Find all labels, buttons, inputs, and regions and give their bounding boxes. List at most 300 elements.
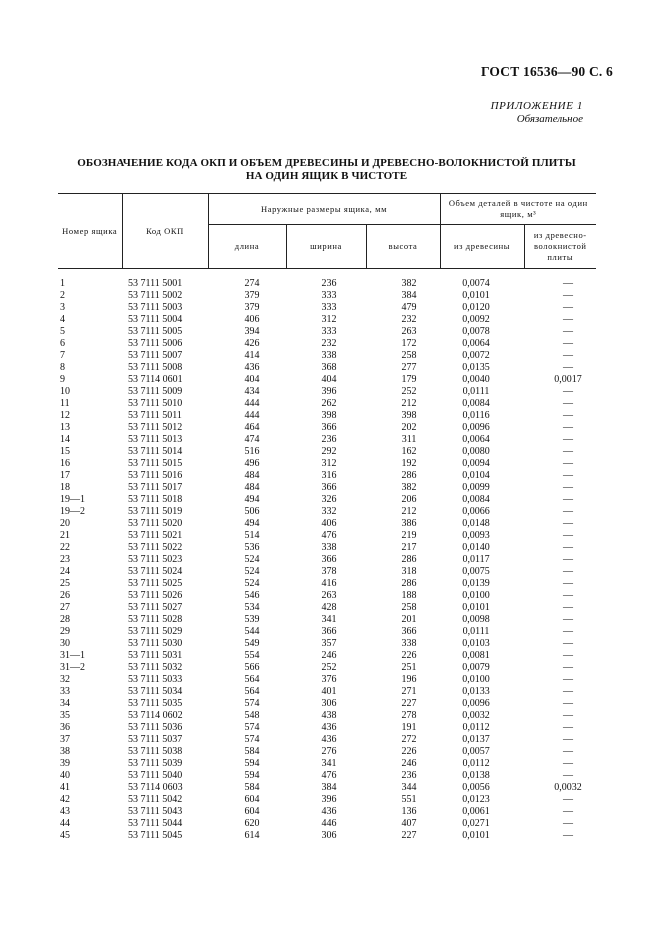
cell-volume-fiberboard: — (563, 794, 574, 805)
cell-width: 428 (321, 602, 337, 613)
data-table (58, 193, 596, 842)
cell-okp-code: 53 7114 0601 (128, 374, 183, 385)
cell-width: 252 (321, 662, 337, 673)
table-row (58, 578, 596, 590)
appendix-status: Обязательное (516, 113, 583, 125)
cell-length: 604 (244, 806, 260, 817)
cell-volume-fiberboard: — (563, 530, 574, 541)
cell-volume-fiberboard: — (563, 482, 574, 493)
cell-height: 479 (401, 302, 417, 313)
cell-volume-fiberboard: — (563, 554, 574, 565)
table-row (58, 542, 596, 554)
cell-volume-fiberboard: — (563, 434, 574, 445)
header-okp-code: Код ОКП (122, 194, 208, 269)
cell-width: 236 (321, 434, 337, 445)
cell-okp-code: 53 7111 5006 (128, 338, 183, 349)
cell-length: 436 (244, 362, 260, 373)
cell-okp-code: 53 7114 0603 (128, 782, 183, 793)
cell-okp-code: 53 7111 5004 (128, 314, 183, 325)
cell-okp-code: 53 7111 5017 (128, 482, 183, 493)
table-row (58, 374, 596, 386)
cell-height: 196 (401, 674, 417, 685)
cell-volume-fiberboard: — (563, 710, 574, 721)
cell-volume-wood: 0,0116 (462, 410, 490, 421)
cell-width: 401 (321, 686, 337, 697)
cell-volume-wood: 0,0140 (462, 542, 490, 553)
cell-volume-fiberboard: — (563, 734, 574, 745)
document-header: ГОСТ 16536—90 С. 6 (480, 64, 613, 79)
cell-okp-code: 53 7111 5034 (128, 686, 183, 697)
cell-width: 404 (321, 374, 337, 385)
cell-box-number: 30 (60, 638, 70, 649)
cell-volume-fiberboard: — (563, 326, 574, 337)
cell-okp-code: 53 7114 0602 (128, 710, 183, 721)
table-row (58, 269, 596, 291)
cell-length: 514 (244, 530, 260, 541)
cell-height: 162 (401, 446, 417, 457)
cell-box-number: 23 (60, 554, 70, 565)
cell-width: 446 (321, 818, 337, 829)
cell-box-number: 27 (60, 602, 70, 613)
cell-length: 524 (244, 554, 260, 565)
table-row (58, 458, 596, 470)
cell-box-number: 15 (60, 446, 70, 457)
table-row (58, 710, 596, 722)
table-row (58, 590, 596, 602)
cell-width: 312 (321, 314, 337, 325)
table-row (58, 830, 596, 842)
table-row (58, 734, 596, 746)
cell-height: 366 (401, 626, 417, 637)
cell-height: 382 (401, 278, 417, 289)
cell-volume-fiberboard: — (563, 830, 574, 841)
cell-volume-fiberboard: — (563, 446, 574, 457)
cell-length: 536 (244, 542, 260, 553)
cell-volume-wood: 0,0100 (462, 590, 490, 601)
cell-okp-code: 53 7111 5016 (128, 470, 183, 481)
cell-box-number: 10 (60, 386, 70, 397)
cell-height: 278 (401, 710, 417, 721)
cell-width: 306 (321, 698, 337, 709)
cell-width: 436 (321, 806, 337, 817)
cell-volume-wood: 0,0098 (462, 614, 490, 625)
table-row (58, 674, 596, 686)
cell-volume-fiberboard: — (563, 674, 574, 685)
cell-length: 484 (244, 482, 260, 493)
cell-width: 384 (321, 782, 337, 793)
cell-height: 136 (401, 806, 417, 817)
cell-volume-fiberboard: — (563, 314, 574, 325)
cell-volume-fiberboard: — (563, 506, 574, 517)
cell-length: 574 (244, 734, 260, 745)
cell-box-number: 11 (60, 398, 70, 409)
cell-volume-fiberboard: — (563, 494, 574, 505)
table-row (58, 506, 596, 518)
header-volume-wood: из древесины (440, 225, 524, 269)
cell-volume-wood: 0,0112 (462, 722, 490, 733)
cell-height: 172 (401, 338, 417, 349)
cell-length: 524 (244, 578, 260, 589)
table-row (58, 290, 596, 302)
cell-box-number: 37 (60, 734, 70, 745)
cell-volume-fiberboard: — (563, 386, 574, 397)
cell-okp-code: 53 7111 5012 (128, 422, 183, 433)
cell-height: 551 (401, 794, 417, 805)
cell-length: 379 (244, 290, 260, 301)
cell-okp-code: 53 7111 5005 (128, 326, 183, 337)
cell-box-number: 9 (60, 374, 65, 385)
cell-volume-fiberboard: 0,0017 (554, 374, 582, 385)
cell-length: 539 (244, 614, 260, 625)
cell-width: 232 (321, 338, 337, 349)
table-row (58, 446, 596, 458)
cell-length: 506 (244, 506, 260, 517)
cell-width: 333 (321, 302, 337, 313)
table-row (58, 554, 596, 566)
cell-length: 464 (244, 422, 260, 433)
cell-width: 357 (321, 638, 337, 649)
cell-length: 574 (244, 722, 260, 733)
cell-box-number: 3 (60, 302, 65, 313)
cell-volume-fiberboard: — (563, 602, 574, 613)
header-width: ширина (286, 225, 366, 269)
cell-okp-code: 53 7111 5026 (128, 590, 183, 601)
cell-box-number: 36 (60, 722, 70, 733)
cell-volume-wood: 0,0101 (462, 290, 490, 301)
cell-volume-wood: 0,0072 (462, 350, 490, 361)
cell-volume-wood: 0,0096 (462, 422, 490, 433)
cell-volume-fiberboard: — (563, 278, 574, 289)
cell-box-number: 40 (60, 770, 70, 781)
cell-height: 188 (401, 590, 417, 601)
cell-volume-wood: 0,0080 (462, 446, 490, 457)
cell-volume-fiberboard: — (563, 806, 574, 817)
cell-height: 318 (401, 566, 417, 577)
cell-length: 394 (244, 326, 260, 337)
cell-volume-wood: 0,0064 (462, 338, 490, 349)
table-title (58, 157, 595, 183)
cell-width: 366 (321, 626, 337, 637)
cell-box-number: 39 (60, 758, 70, 769)
table-row (58, 638, 596, 650)
cell-box-number: 38 (60, 746, 70, 757)
cell-box-number: 28 (60, 614, 70, 625)
cell-okp-code: 53 7111 5008 (128, 362, 183, 373)
cell-height: 272 (401, 734, 417, 745)
cell-volume-fiberboard: — (563, 686, 574, 697)
table-row (58, 482, 596, 494)
appendix-title: ПРИЛОЖЕНИЕ 1 (490, 100, 583, 112)
cell-okp-code: 53 7111 5010 (128, 398, 183, 409)
cell-box-number: 16 (60, 458, 70, 469)
table-row (58, 650, 596, 662)
cell-volume-wood: 0,0111 (462, 386, 490, 397)
appendix-label (491, 100, 583, 126)
cell-okp-code: 53 7111 5032 (128, 662, 183, 673)
cell-box-number: 20 (60, 518, 70, 529)
cell-volume-fiberboard: — (563, 410, 574, 421)
cell-height: 407 (401, 818, 417, 829)
cell-okp-code: 53 7111 5029 (128, 626, 183, 637)
cell-height: 311 (401, 434, 417, 445)
header-box-number: Номер ящика (58, 194, 122, 269)
cell-okp-code: 53 7111 5001 (128, 278, 183, 289)
cell-length: 564 (244, 674, 260, 685)
cell-box-number: 31—1 (60, 650, 85, 661)
cell-volume-wood: 0,0120 (462, 302, 490, 313)
cell-length: 496 (244, 458, 260, 469)
cell-box-number: 42 (60, 794, 70, 805)
cell-okp-code: 53 7111 5013 (128, 434, 183, 445)
cell-volume-wood: 0,0061 (462, 806, 490, 817)
cell-volume-wood: 0,0056 (462, 782, 490, 793)
cell-box-number: 1 (60, 278, 65, 289)
table-row (58, 626, 596, 638)
cell-volume-fiberboard: — (563, 650, 574, 661)
cell-width: 341 (321, 614, 337, 625)
cell-box-number: 14 (60, 434, 70, 445)
table-row (58, 434, 596, 446)
cell-height: 206 (401, 494, 417, 505)
cell-box-number: 17 (60, 470, 70, 481)
cell-width: 338 (321, 542, 337, 553)
cell-height: 384 (401, 290, 417, 301)
table-row (58, 338, 596, 350)
cell-okp-code: 53 7111 5025 (128, 578, 183, 589)
cell-volume-wood: 0,0117 (462, 554, 490, 565)
cell-volume-fiberboard: 0,0032 (554, 782, 582, 793)
cell-volume-fiberboard: — (563, 422, 574, 433)
cell-volume-fiberboard: — (563, 338, 574, 349)
cell-volume-wood: 0,0137 (462, 734, 490, 745)
cell-length: 549 (244, 638, 260, 649)
cell-height: 191 (401, 722, 417, 733)
cell-width: 416 (321, 578, 337, 589)
cell-box-number: 25 (60, 578, 70, 589)
cell-volume-wood: 0,0057 (462, 746, 490, 757)
cell-width: 292 (321, 446, 337, 457)
table-row (58, 818, 596, 830)
cell-box-number: 18 (60, 482, 70, 493)
cell-width: 436 (321, 734, 337, 745)
table-row (58, 530, 596, 542)
table-row (58, 806, 596, 818)
cell-volume-fiberboard: — (563, 818, 574, 829)
cell-width: 333 (321, 290, 337, 301)
cell-volume-fiberboard: — (563, 290, 574, 301)
cell-volume-wood: 0,0066 (462, 506, 490, 517)
cell-height: 263 (401, 326, 417, 337)
cell-volume-fiberboard: — (563, 758, 574, 769)
cell-box-number: 32 (60, 674, 70, 685)
cell-volume-wood: 0,0104 (462, 470, 490, 481)
table-row (58, 722, 596, 734)
cell-volume-wood: 0,0084 (462, 398, 490, 409)
cell-volume-fiberboard: — (563, 590, 574, 601)
table-row (58, 686, 596, 698)
cell-box-number: 35 (60, 710, 70, 721)
cell-okp-code: 53 7111 5044 (128, 818, 183, 829)
cell-volume-fiberboard: — (563, 518, 574, 529)
cell-okp-code: 53 7111 5023 (128, 554, 183, 565)
cell-volume-wood: 0,0074 (462, 278, 490, 289)
table-row (58, 770, 596, 782)
cell-height: 226 (401, 746, 417, 757)
cell-height: 212 (401, 398, 417, 409)
cell-width: 332 (321, 506, 337, 517)
cell-box-number: 5 (60, 326, 65, 337)
table-row (58, 602, 596, 614)
table-row (58, 494, 596, 506)
cell-height: 202 (401, 422, 417, 433)
data-table-container (58, 193, 596, 842)
cell-length: 494 (244, 518, 260, 529)
cell-height: 258 (401, 602, 417, 613)
table-row (58, 410, 596, 422)
cell-okp-code: 53 7111 5027 (128, 602, 183, 613)
cell-box-number: 6 (60, 338, 65, 349)
cell-volume-fiberboard: — (563, 662, 574, 673)
cell-height: 217 (401, 542, 417, 553)
cell-okp-code: 53 7111 5018 (128, 494, 183, 505)
cell-length: 604 (244, 794, 260, 805)
cell-okp-code: 53 7111 5031 (128, 650, 183, 661)
cell-okp-code: 53 7111 5022 (128, 542, 183, 553)
cell-width: 262 (321, 398, 337, 409)
cell-okp-code: 53 7111 5019 (128, 506, 183, 517)
cell-height: 258 (401, 350, 417, 361)
table-row (58, 782, 596, 794)
cell-height: 219 (401, 530, 417, 541)
cell-volume-fiberboard: — (563, 350, 574, 361)
cell-volume-fiberboard: — (563, 698, 574, 709)
cell-width: 341 (321, 758, 337, 769)
cell-volume-fiberboard: — (563, 398, 574, 409)
header-height: высота (366, 225, 440, 269)
cell-height: 232 (401, 314, 417, 325)
cell-width: 396 (321, 794, 337, 805)
table-row (58, 398, 596, 410)
cell-height: 226 (401, 650, 417, 661)
cell-box-number: 4 (60, 314, 65, 325)
cell-width: 306 (321, 830, 337, 841)
table-body (58, 269, 596, 843)
cell-box-number: 29 (60, 626, 70, 637)
cell-box-number: 44 (60, 818, 70, 829)
cell-length: 548 (244, 710, 260, 721)
cell-length: 414 (244, 350, 260, 361)
cell-box-number: 45 (60, 830, 70, 841)
cell-width: 338 (321, 350, 337, 361)
cell-volume-wood: 0,0079 (462, 662, 490, 673)
header-length: длина (208, 225, 286, 269)
cell-height: 286 (401, 578, 417, 589)
cell-height: 338 (401, 638, 417, 649)
cell-volume-wood: 0,0093 (462, 530, 490, 541)
table-row (58, 758, 596, 770)
cell-volume-fiberboard: — (563, 578, 574, 589)
cell-volume-wood: 0,0084 (462, 494, 490, 505)
cell-okp-code: 53 7111 5039 (128, 758, 183, 769)
cell-width: 276 (321, 746, 337, 757)
cell-width: 366 (321, 482, 337, 493)
cell-width: 368 (321, 362, 337, 373)
cell-length: 594 (244, 758, 260, 769)
cell-volume-wood: 0,0092 (462, 314, 490, 325)
cell-height: 252 (401, 386, 417, 397)
cell-volume-wood: 0,0148 (462, 518, 490, 529)
cell-okp-code: 53 7111 5003 (128, 302, 183, 313)
cell-box-number: 7 (60, 350, 65, 361)
cell-box-number: 31—2 (60, 662, 85, 673)
cell-volume-wood: 0,0135 (462, 362, 490, 373)
cell-length: 584 (244, 746, 260, 757)
cell-box-number: 34 (60, 698, 70, 709)
cell-okp-code: 53 7111 5040 (128, 770, 183, 781)
cell-volume-wood: 0,0112 (462, 758, 490, 769)
cell-height: 192 (401, 458, 417, 469)
cell-volume-fiberboard: — (563, 566, 574, 577)
cell-volume-wood: 0,0133 (462, 686, 490, 697)
cell-length: 274 (244, 278, 260, 289)
table-row (58, 698, 596, 710)
cell-volume-fiberboard: — (563, 626, 574, 637)
cell-box-number: 12 (60, 410, 70, 421)
cell-volume-fiberboard: — (563, 770, 574, 781)
cell-box-number: 22 (60, 542, 70, 553)
cell-length: 566 (244, 662, 260, 673)
cell-width: 438 (321, 710, 337, 721)
cell-width: 378 (321, 566, 337, 577)
cell-width: 476 (321, 530, 337, 541)
cell-okp-code: 53 7111 5002 (128, 290, 183, 301)
cell-okp-code: 53 7111 5033 (128, 674, 183, 685)
cell-okp-code: 53 7111 5007 (128, 350, 183, 361)
cell-okp-code: 53 7111 5043 (128, 806, 183, 817)
table-row (58, 614, 596, 626)
cell-length: 404 (244, 374, 260, 385)
cell-width: 366 (321, 422, 337, 433)
cell-length: 546 (244, 590, 260, 601)
cell-okp-code: 53 7111 5020 (128, 518, 183, 529)
cell-length: 584 (244, 782, 260, 793)
cell-volume-wood: 0,0096 (462, 698, 490, 709)
cell-length: 524 (244, 566, 260, 577)
cell-volume-wood: 0,0040 (462, 374, 490, 385)
cell-volume-wood: 0,0075 (462, 566, 490, 577)
cell-height: 179 (401, 374, 417, 385)
cell-length: 534 (244, 602, 260, 613)
table-row (58, 662, 596, 674)
cell-volume-wood: 0,0099 (462, 482, 490, 493)
cell-length: 434 (244, 386, 260, 397)
cell-height: 386 (401, 518, 417, 529)
cell-length: 544 (244, 626, 260, 637)
cell-height: 201 (401, 614, 417, 625)
cell-okp-code: 53 7111 5028 (128, 614, 183, 625)
cell-box-number: 43 (60, 806, 70, 817)
cell-volume-wood: 0,0111 (462, 626, 490, 637)
cell-okp-code: 53 7111 5021 (128, 530, 183, 541)
cell-volume-fiberboard: — (563, 470, 574, 481)
cell-okp-code: 53 7111 5037 (128, 734, 183, 745)
header-outer-dimensions: Наружные размеры ящика, мм (208, 194, 440, 225)
cell-height: 212 (401, 506, 417, 517)
cell-volume-wood: 0,0078 (462, 326, 490, 337)
cell-length: 406 (244, 314, 260, 325)
cell-volume-wood: 0,0101 (462, 830, 490, 841)
cell-box-number: 19—2 (60, 506, 85, 517)
